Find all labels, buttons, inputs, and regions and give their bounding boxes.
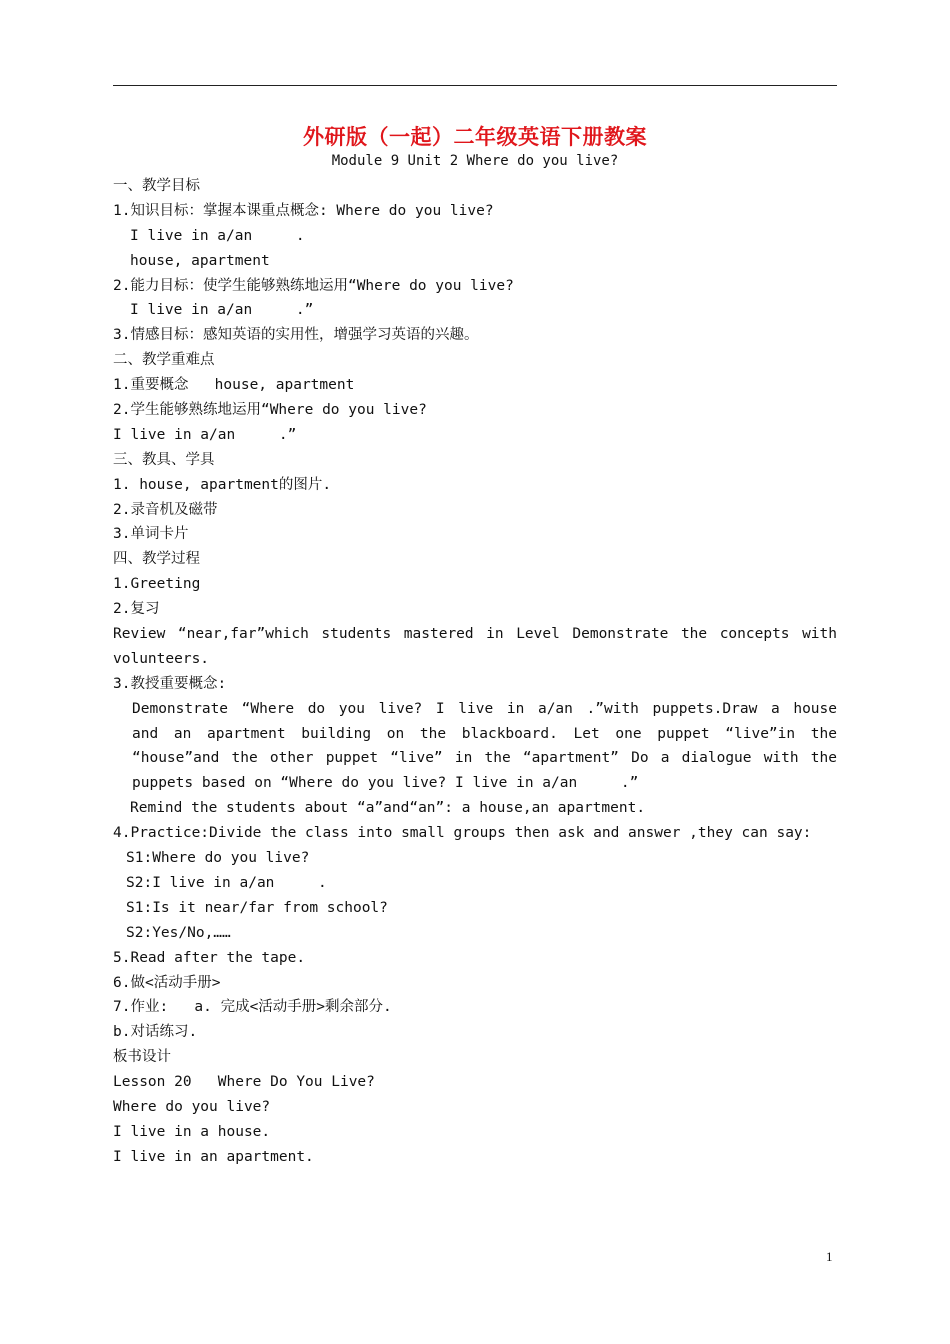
body-line: 2.录音机及磁带 bbox=[113, 501, 218, 518]
body-line: puppets based on “Where do you live? I live in a/an .” bbox=[132, 775, 639, 792]
document-subtitle: Module 9 Unit 2 Where do you live? bbox=[331, 153, 619, 169]
body-line: 3.情感目标：感知英语的实用性，增强学习英语的兴趣。 bbox=[113, 327, 479, 344]
section-heading: 二、教学重难点 bbox=[113, 352, 215, 369]
body-line: Demonstrate “Where do you live? I live in a/an .”with puppets.Draw a house bbox=[132, 700, 837, 717]
body-line: S2:I live in a/an . bbox=[126, 874, 327, 891]
document-title: 外研版（一起）二年级英语下册教案 bbox=[303, 125, 647, 149]
body-line: 1.Greeting bbox=[113, 576, 201, 593]
header-rule bbox=[113, 85, 837, 86]
body-line: 1. house, apartment的图片. bbox=[113, 476, 332, 493]
body-line: 7.作业: a. 完成<活动手册>剩余部分. bbox=[113, 999, 392, 1016]
body-line: volunteers. bbox=[113, 650, 210, 667]
body-line: I live in an apartment. bbox=[113, 1148, 314, 1165]
body-line: I live in a/an .” bbox=[113, 426, 297, 443]
section-heading: 板书设计 bbox=[113, 1049, 171, 1066]
body-line: S1:Where do you live? bbox=[126, 850, 310, 867]
body-line: 4.Practice:Divide the class into small groups then ask and answer ,they can say: bbox=[113, 825, 812, 842]
body-line: S1:Is it near/far from school? bbox=[126, 899, 388, 916]
body-line: 1.知识目标：掌握本课重点概念: Where do you live? bbox=[113, 202, 494, 219]
page-number: 1 bbox=[826, 1249, 833, 1264]
body-line: I live in a house. bbox=[113, 1123, 271, 1140]
section-heading: 四、教学过程 bbox=[113, 551, 200, 568]
document-body bbox=[113, 174, 837, 1170]
body-line: house, apartment bbox=[130, 252, 270, 269]
body-line: 3.单词卡片 bbox=[113, 526, 189, 543]
body-line: Where do you live? bbox=[113, 1098, 271, 1115]
section-heading: 一、教学目标 bbox=[113, 178, 200, 194]
body-line: b.对话练习. bbox=[113, 1024, 198, 1041]
body-line: I live in a/an .” bbox=[130, 302, 314, 319]
body-line: and an apartment building on the blackboard. Let one puppet “live”in the bbox=[132, 725, 837, 742]
body-line: S2:Yes/No,…… bbox=[126, 924, 231, 941]
body-line: 5.Read after the tape. bbox=[113, 949, 306, 966]
section-heading: 三、教具、学具 bbox=[113, 451, 215, 468]
body-line: “house”and the other puppet “live” in the “apartment” Do a dialogue with the bbox=[132, 750, 837, 767]
body-line: 2.学生能够熟练地运用“Where do you live? bbox=[113, 402, 427, 419]
body-line: Review “near,far”which students mastered in Level Demonstrate the concepts with bbox=[113, 626, 837, 643]
body-line: I live in a/an . bbox=[130, 227, 305, 244]
body-line: 3.教授重要概念: bbox=[113, 675, 227, 692]
body-line: Lesson 20 Where Do You Live? bbox=[113, 1074, 375, 1091]
body-line: 2.复习 bbox=[113, 601, 160, 618]
body-line: Remind the students about “a”and“an”: a house,an apartment. bbox=[130, 800, 646, 817]
body-line: 2.能力目标：使学生能够熟练地运用“Where do you live? bbox=[113, 277, 514, 294]
body-line: 1.重要概念 house, apartment bbox=[113, 377, 355, 394]
body-line: 6.做<活动手册> bbox=[113, 974, 221, 991]
